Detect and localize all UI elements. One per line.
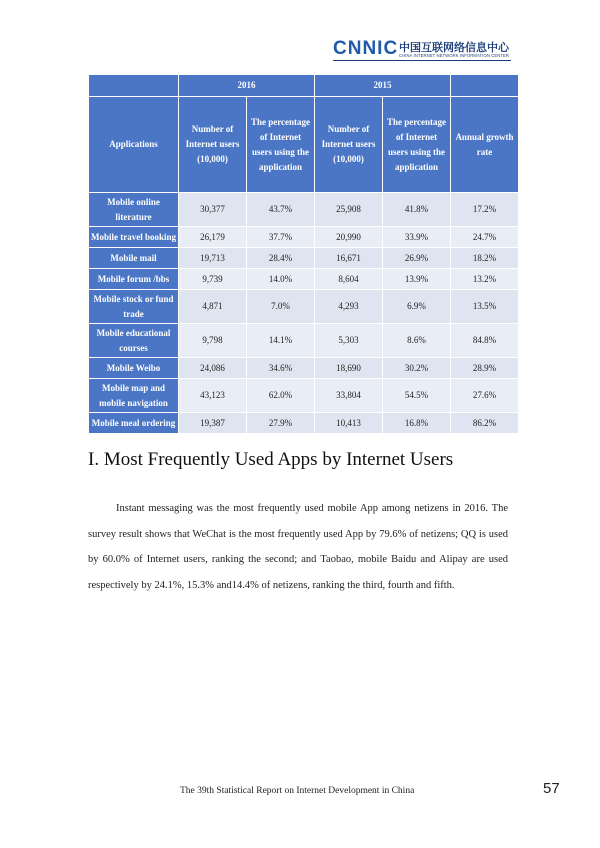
- percentage-2015: 30.2%: [383, 358, 451, 379]
- users-2016-header: Number of Internet users (10,000): [179, 97, 247, 193]
- growth-rate-header: Annual growth rate: [451, 97, 519, 193]
- percentage-2016: 43.7%: [247, 193, 315, 227]
- users-2016: 24,086: [179, 358, 247, 379]
- app-name: Mobile map and mobile navigation: [89, 379, 179, 413]
- applications-header: Applications: [89, 97, 179, 193]
- users-2015: 25,908: [315, 193, 383, 227]
- table-row: [89, 269, 519, 290]
- growth-rate: 86.2%: [451, 413, 519, 434]
- paragraph-text: Instant messaging was the most frequently used mobile App among netizens in 2016. The survey result shows that WeChat is the most frequently used App by 79.6% of netizens; QQ is used by 60.0% of Internet users, ranking the second; and Taobao, mobile Baidu and Alipay are used respectively by 24.1%, 15.3% and14.4% of netizens, ranking the third, fourth and fifth.: [88, 503, 508, 591]
- users-2015: 4,293: [315, 290, 383, 324]
- users-2015: 8,604: [315, 269, 383, 290]
- growth-rate: 24.7%: [451, 227, 519, 248]
- users-2016: 19,713: [179, 248, 247, 269]
- header-empty-cell: [89, 75, 179, 97]
- growth-rate: 28.9%: [451, 358, 519, 379]
- logo-wordmark: CNNIC: [333, 38, 399, 59]
- users-2015: 33,804: [315, 379, 383, 413]
- table-row: [89, 358, 519, 379]
- app-name: Mobile online literature: [89, 193, 179, 227]
- table-row: [89, 413, 519, 434]
- header-divider: [333, 60, 511, 61]
- percentage-2016: 28.4%: [247, 248, 315, 269]
- logo-chinese-name: 中国互联网络信息中心: [399, 41, 509, 54]
- percentage-2016: 7.0%: [247, 290, 315, 324]
- cnnic-logo: [333, 38, 511, 60]
- app-name: Mobile educational courses: [89, 324, 179, 358]
- logo-english-name: CHINA INTERNET NETWORK INFORMATION CENTER: [399, 53, 510, 58]
- percentage-2016: 27.9%: [247, 413, 315, 434]
- percentage-2015: 6.9%: [383, 290, 451, 324]
- users-2016: 19,387: [179, 413, 247, 434]
- users-2015: 5,303: [315, 324, 383, 358]
- percentage-2015: 33.9%: [383, 227, 451, 248]
- mobile-apps-table: [88, 74, 519, 434]
- page-number: 57: [543, 780, 560, 797]
- percentage-2015-header: The percentage of Internet users using the application: [383, 97, 451, 193]
- percentage-2016: 14.0%: [247, 269, 315, 290]
- percentage-2016-header: The percentage of Internet users using the application: [247, 97, 315, 193]
- users-2015-header: Number of Internet users (10,000): [315, 97, 383, 193]
- table-row: [89, 379, 519, 413]
- growth-rate: 84.8%: [451, 324, 519, 358]
- app-name: Mobile stock or fund trade: [89, 290, 179, 324]
- growth-rate: 13.5%: [451, 290, 519, 324]
- percentage-2016: 14.1%: [247, 324, 315, 358]
- percentage-2016: 37.7%: [247, 227, 315, 248]
- table-row: [89, 193, 519, 227]
- app-name: Mobile travel booking: [89, 227, 179, 248]
- users-2015: 20,990: [315, 227, 383, 248]
- app-name: Mobile Weibo: [89, 358, 179, 379]
- table-row: [89, 248, 519, 269]
- users-2016: 30,377: [179, 193, 247, 227]
- footer-report-title: The 39th Statistical Report on Internet Development in China: [180, 786, 415, 796]
- section-heading: I. Most Frequently Used Apps by Internet Users: [88, 449, 454, 470]
- users-2015: 18,690: [315, 358, 383, 379]
- users-2016: 4,871: [179, 290, 247, 324]
- growth-rate: 17.2%: [451, 193, 519, 227]
- app-name: Mobile mail: [89, 248, 179, 269]
- body-paragraph: [88, 496, 508, 598]
- table-row: [89, 290, 519, 324]
- users-2016: 9,739: [179, 269, 247, 290]
- users-2016: 43,123: [179, 379, 247, 413]
- percentage-2016: 34.6%: [247, 358, 315, 379]
- year-2015-header: 2015: [315, 75, 451, 97]
- percentage-2015: 54.5%: [383, 379, 451, 413]
- percentage-2015: 26.9%: [383, 248, 451, 269]
- users-2016: 9,798: [179, 324, 247, 358]
- percentage-2015: 8.6%: [383, 324, 451, 358]
- growth-rate: 13.2%: [451, 269, 519, 290]
- percentage-2015: 16.8%: [383, 413, 451, 434]
- table-row: [89, 227, 519, 248]
- growth-rate: 18.2%: [451, 248, 519, 269]
- percentage-2015: 41.8%: [383, 193, 451, 227]
- users-2016: 26,179: [179, 227, 247, 248]
- percentage-2016: 62.0%: [247, 379, 315, 413]
- year-2016-header: 2016: [179, 75, 315, 97]
- percentage-2015: 13.9%: [383, 269, 451, 290]
- header-empty-cell: [451, 75, 519, 97]
- growth-rate: 27.6%: [451, 379, 519, 413]
- table-row: [89, 324, 519, 358]
- users-2015: 10,413: [315, 413, 383, 434]
- app-name: Mobile meal ordering: [89, 413, 179, 434]
- app-name: Mobile forum /bbs: [89, 269, 179, 290]
- users-2015: 16,671: [315, 248, 383, 269]
